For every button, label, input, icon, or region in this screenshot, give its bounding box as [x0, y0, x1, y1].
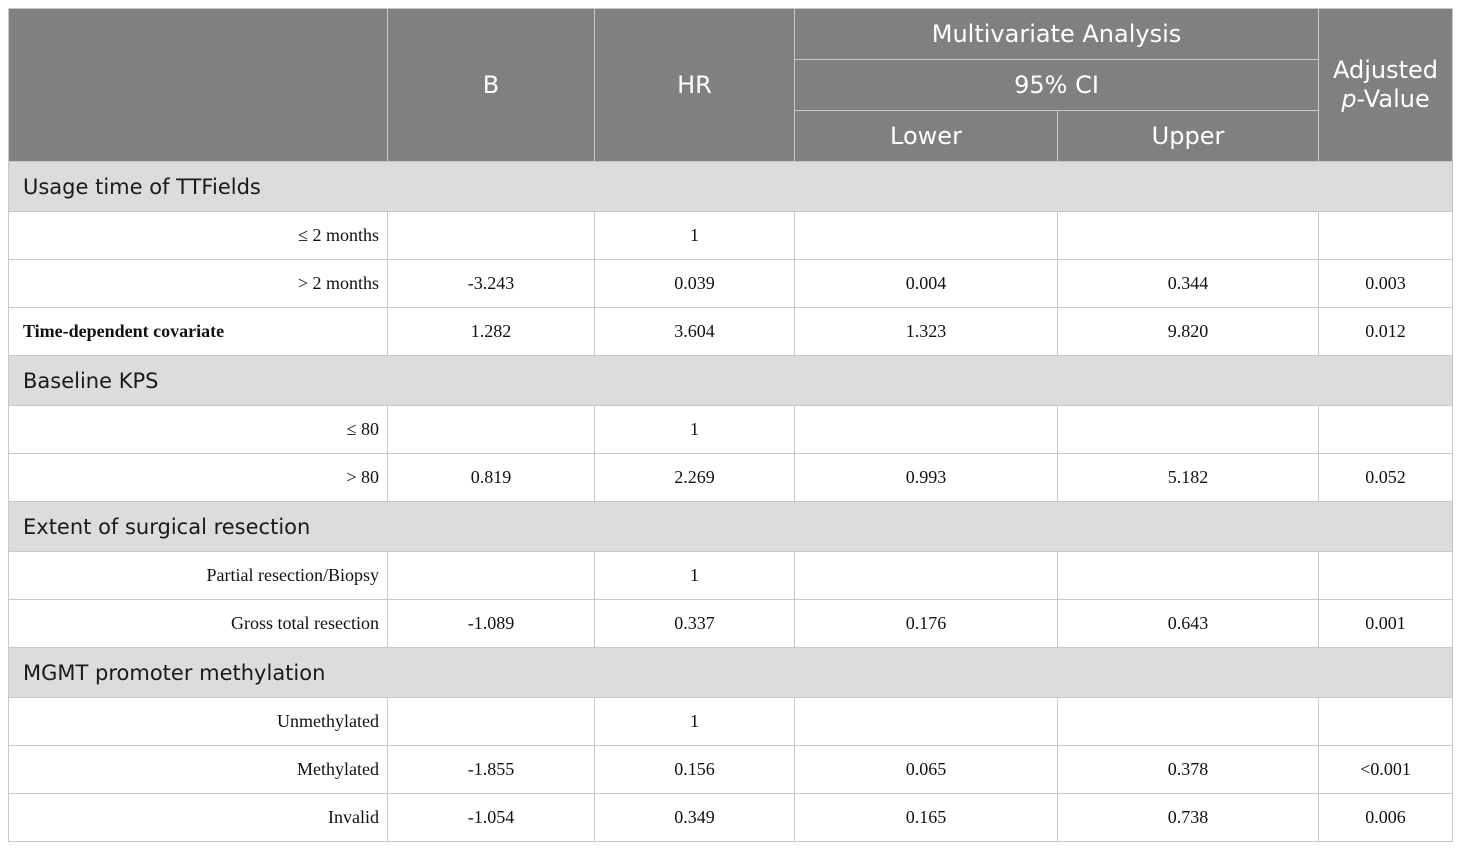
b-value — [388, 212, 595, 260]
hr-value: 0.039 — [595, 260, 795, 308]
table-row — [9, 746, 1453, 794]
table-row — [9, 698, 1453, 746]
ci-upper-value: 5.182 — [1058, 454, 1319, 502]
header-hr: HR — [595, 9, 795, 162]
ci-lower-value — [795, 552, 1058, 600]
adjusted-p-value — [1319, 552, 1453, 600]
section-title: Extent of surgical resection — [9, 502, 1453, 552]
adjusted-p-value: 0.012 — [1319, 308, 1453, 356]
adjusted-p-value: 0.003 — [1319, 260, 1453, 308]
hr-value: 0.156 — [595, 746, 795, 794]
table-row — [9, 406, 1453, 454]
ci-lower-value — [795, 212, 1058, 260]
row-label: ≤ 2 months — [9, 212, 388, 260]
ci-lower-value: 0.065 — [795, 746, 1058, 794]
table-row — [9, 454, 1453, 502]
ci-lower-value — [795, 406, 1058, 454]
ci-lower-value: 1.323 — [795, 308, 1058, 356]
ci-upper-value — [1058, 406, 1319, 454]
header-p-italic: p — [1341, 85, 1357, 113]
b-value: -3.243 — [388, 260, 595, 308]
b-value — [388, 698, 595, 746]
row-label: > 2 months — [9, 260, 388, 308]
b-value: 1.282 — [388, 308, 595, 356]
b-value — [388, 406, 595, 454]
ci-upper-value — [1058, 698, 1319, 746]
hr-value: 3.604 — [595, 308, 795, 356]
table-row — [9, 794, 1453, 842]
table-row — [9, 212, 1453, 260]
row-label: ≤ 80 — [9, 406, 388, 454]
adjusted-p-value — [1319, 698, 1453, 746]
adjusted-p-value — [1319, 212, 1453, 260]
b-value: 0.819 — [388, 454, 595, 502]
hr-value: 1 — [595, 212, 795, 260]
header-blank-cell — [9, 9, 388, 162]
header-upper: Upper — [1058, 111, 1319, 162]
b-value: -1.855 — [388, 746, 595, 794]
row-label: Invalid — [9, 794, 388, 842]
row-label: Time-dependent covariate — [9, 308, 388, 356]
adjusted-p-value: 0.052 — [1319, 454, 1453, 502]
b-value: -1.054 — [388, 794, 595, 842]
ci-upper-value: 9.820 — [1058, 308, 1319, 356]
ci-lower-value: 0.176 — [795, 600, 1058, 648]
section-row — [9, 648, 1453, 698]
hr-value: 0.349 — [595, 794, 795, 842]
ci-upper-value: 0.378 — [1058, 746, 1319, 794]
row-label: > 80 — [9, 454, 388, 502]
section-row — [9, 162, 1453, 212]
ci-lower-value: 0.004 — [795, 260, 1058, 308]
ci-lower-value: 0.993 — [795, 454, 1058, 502]
ci-upper-value — [1058, 552, 1319, 600]
table-header — [9, 9, 1453, 162]
ci-lower-value: 0.165 — [795, 794, 1058, 842]
table-row — [9, 260, 1453, 308]
hr-value: 1 — [595, 552, 795, 600]
header-multivariate-analysis: Multivariate Analysis — [795, 9, 1319, 60]
ci-upper-value: 0.344 — [1058, 260, 1319, 308]
section-title: MGMT promoter methylation — [9, 648, 1453, 698]
table-row — [9, 552, 1453, 600]
b-value — [388, 552, 595, 600]
section-title: Usage time of TTFields — [9, 162, 1453, 212]
row-label: Unmethylated — [9, 698, 388, 746]
section-row — [9, 502, 1453, 552]
hr-value: 1 — [595, 698, 795, 746]
adjusted-p-value — [1319, 406, 1453, 454]
adjusted-p-value: 0.006 — [1319, 794, 1453, 842]
header-95-ci: 95% CI — [795, 60, 1319, 111]
b-value: -1.089 — [388, 600, 595, 648]
header-b: B — [388, 9, 595, 162]
header-value-label: -Value — [1356, 85, 1430, 113]
ci-lower-value — [795, 698, 1058, 746]
hr-value: 2.269 — [595, 454, 795, 502]
ci-upper-value: 0.643 — [1058, 600, 1319, 648]
row-label: Methylated — [9, 746, 388, 794]
table-row — [9, 308, 1453, 356]
hr-value: 0.337 — [595, 600, 795, 648]
section-row — [9, 356, 1453, 406]
header-adjusted-label: Adjusted — [1333, 56, 1439, 84]
row-label: Gross total resection — [9, 600, 388, 648]
table-row — [9, 600, 1453, 648]
header-lower: Lower — [795, 111, 1058, 162]
adjusted-p-value: 0.001 — [1319, 600, 1453, 648]
hr-value: 1 — [595, 406, 795, 454]
row-label: Partial resection/Biopsy — [9, 552, 388, 600]
multivariate-results-table — [8, 8, 1453, 842]
header-adjusted-p-value — [1319, 9, 1453, 162]
table-body — [9, 162, 1453, 842]
adjusted-p-value: <0.001 — [1319, 746, 1453, 794]
ci-upper-value: 0.738 — [1058, 794, 1319, 842]
ci-upper-value — [1058, 212, 1319, 260]
section-title: Baseline KPS — [9, 356, 1453, 406]
